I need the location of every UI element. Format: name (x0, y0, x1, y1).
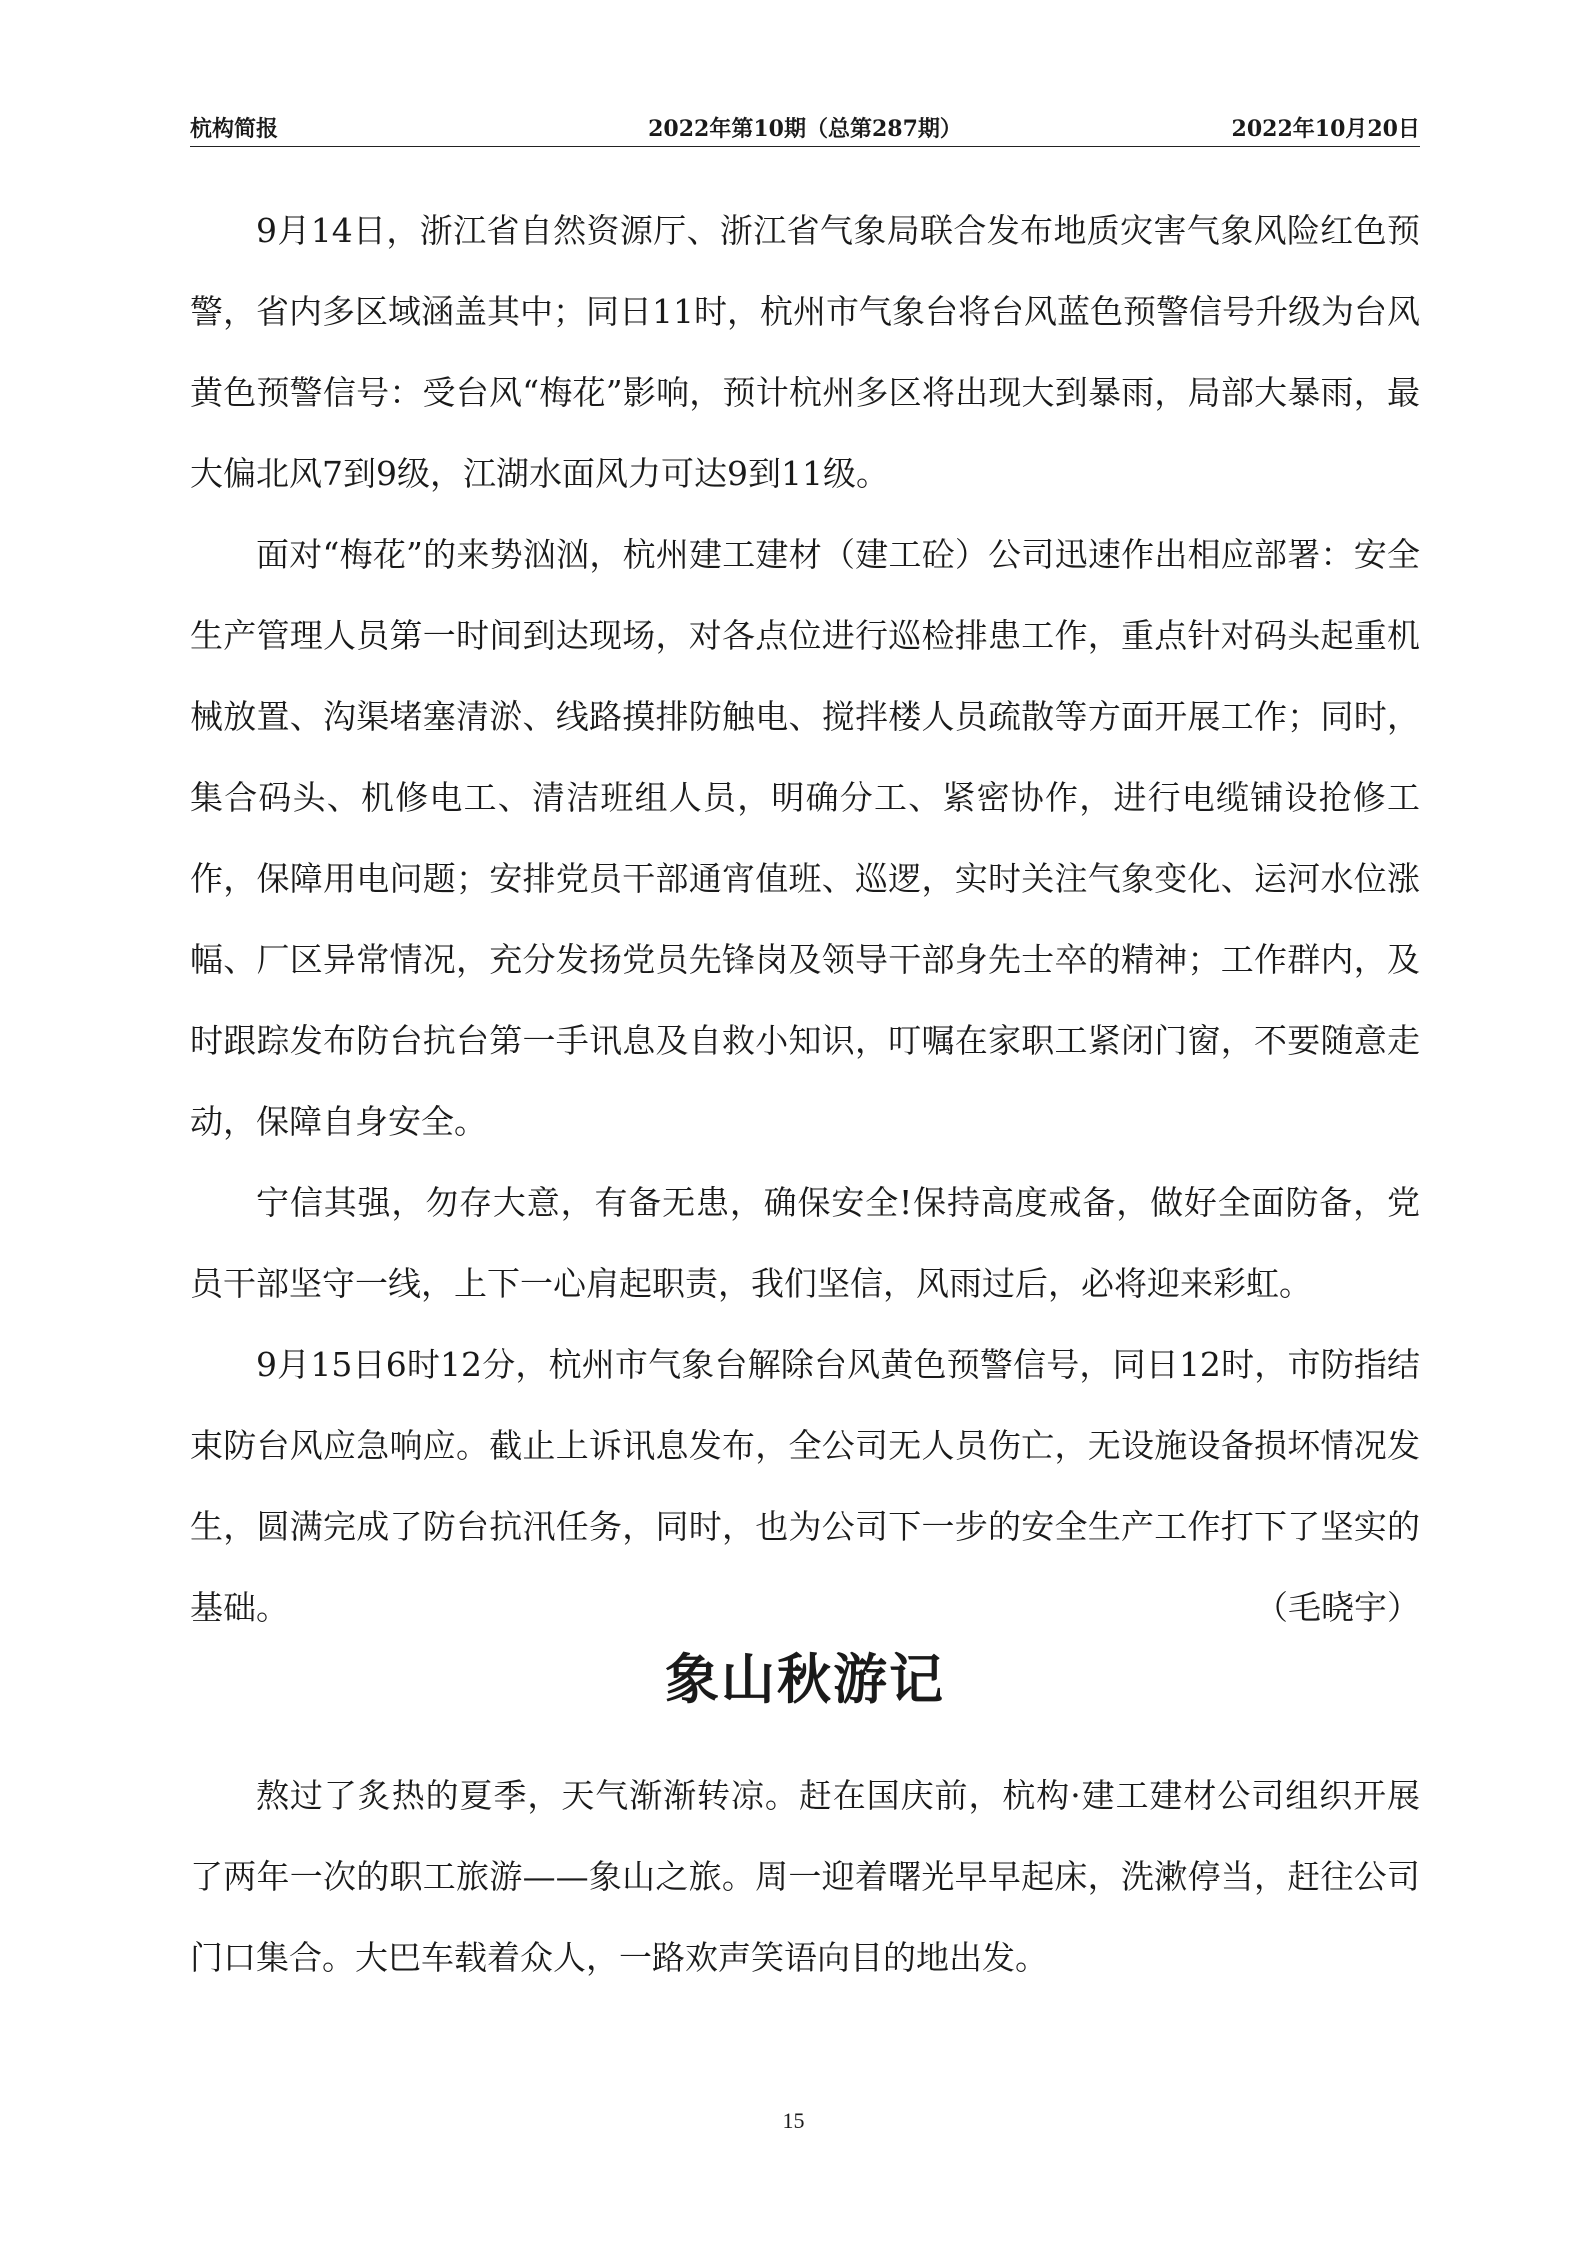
issue-date: 2022年10月20日 (1231, 116, 1420, 142)
paragraph: 熬过了炙热的夏季，天气渐渐转凉。赶在国庆前，杭构·建工建材公司组织开展了两年一次的职工旅游——象山之旅。周一迎着曙光早早起床，洗漱停当，赶往公司门口集合。大巴车载着众人，一路欢声笑语向目的地出发。 (190, 1776, 1420, 1977)
article-autumn-trip (190, 1755, 1420, 1998)
page-header (190, 112, 1420, 146)
article-author: （毛晓宇） (1255, 1588, 1420, 1627)
paragraph: 面对“梅花”的来势汹汹，杭州建工建材（建工砼）公司迅速作出相应部署：安全生产管理人员第一时间到达现场，对各点位进行巡检排患工作，重点针对码头起重机械放置、沟渠堵塞清淤、线路摸排防触电、搅拌楼人员疏散等方面开展工作；同时，集合码头、机修电工、清洁班组人员，明确分工、紧密协作，进行电缆铺设抢修工作，保障用电问题；安排党员干部通宵值班、巡逻，实时关注气象变化、运河水位涨幅、厂区异常情况，充分发扬党员先锋岗及领导干部身先士卒的精神；工作群内，及时跟踪发布防台抗台第一手讯息及自救小知识，叮嘱在家职工紧闭门窗，不要随意走动，保障自身安全。 (190, 535, 1420, 1141)
article-title: 象山秋游记 (665, 1648, 945, 1711)
paragraph: 9月14日，浙江省自然资源厅、浙江省气象局联合发布地质灾害气象风险红色预警，省内多区域涵盖其中；同日11时，杭州市气象台将台风蓝色预警信号升级为台风黄色预警信号：受台风“梅花”影响，预计杭州多区将出现大到暴雨，局部大暴雨，最大偏北风7到9级，江湖水面风力可达9到11级。 (190, 211, 1420, 493)
paragraph: 宁信其强，勿存大意，有备无患，确保安全!保持高度戒备，做好全面防备，党员干部坚守一线，上下一心肩起职责，我们坚信，风雨过后，必将迎来彩虹。 (190, 1183, 1420, 1303)
page-number: 15 (782, 2108, 805, 2133)
article-typhoon (190, 190, 1420, 1648)
issue-number: 2022年第10期（总第287期） (648, 116, 962, 142)
header-rule (190, 146, 1420, 147)
paragraph: 9月15日6时12分，杭州市气象台解除台风黄色预警信号，同日12时，市防指结束防台风应急响应。截止上诉讯息发布，全公司无人员伤亡，无设施设备损坏情况发生，圆满完成了防台抗汛任务，同时，也为公司下一步的安全生产工作打下了坚实的基础。 (190, 1345, 1420, 1627)
publication-name: 杭构简报 (190, 116, 279, 142)
